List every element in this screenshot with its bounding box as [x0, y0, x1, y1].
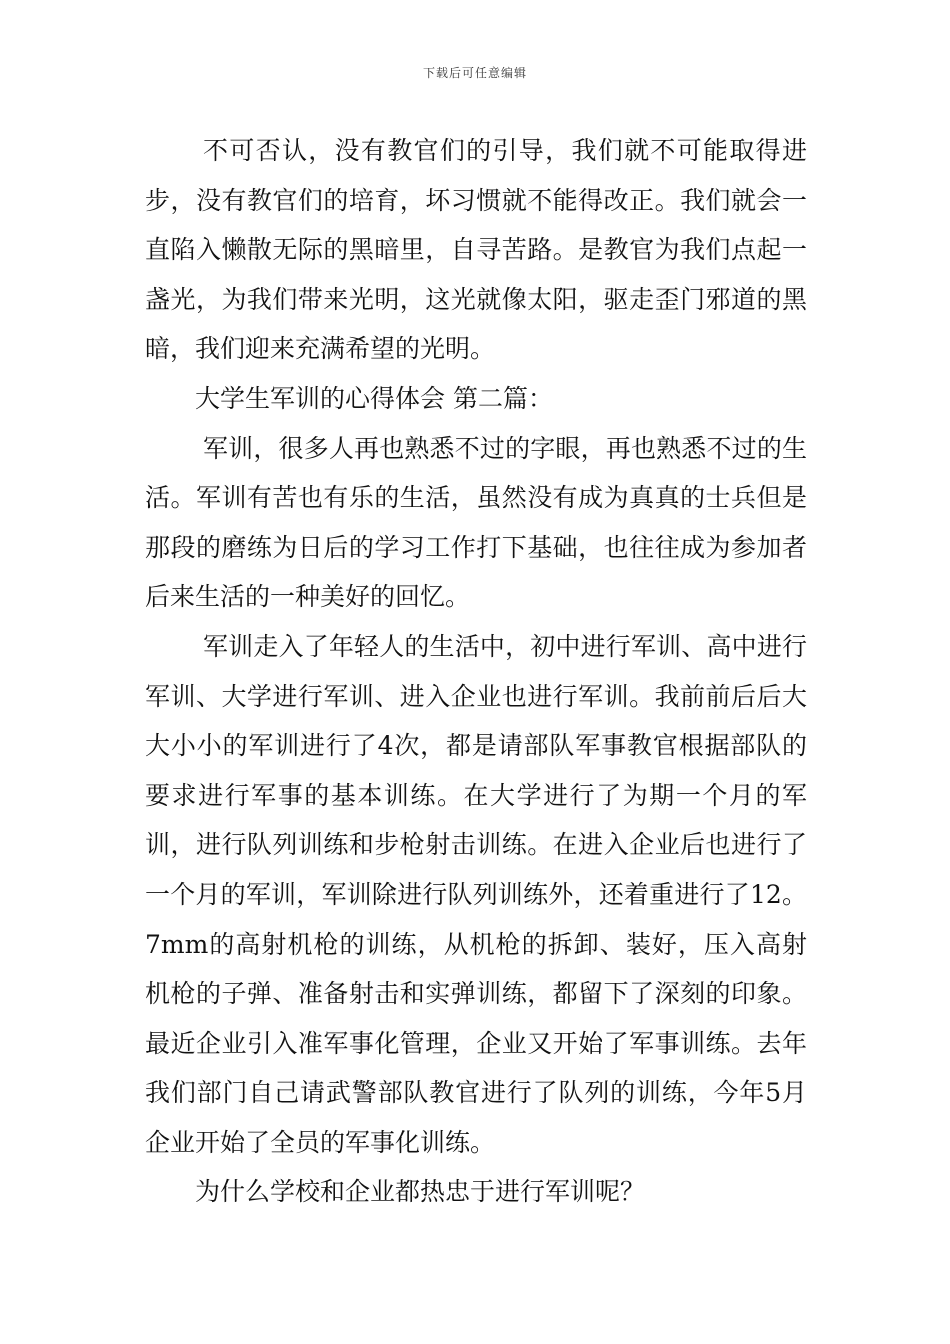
paragraph-3: 军训走入了年轻人的生活中，初中进行军训、高中进行军训、大学进行军训、进入企业也进行军训。我前前后后大大小小的军训进行了4次，都是请部队军事教官根据部队的要求进行军事的基本训练。在大学进行了为期一个月的军训，进行队列训练和步枪射击训练。在进入企业后也进行了一个月的军训，军训除进行队列训练外，还着重进行了12。7mm的高射机枪的训练，从机枪的拆卸、装好，压入高射机枪的子弹、准备射击和实弹训练，都留下了深刻的印象。最近企业引入准军事化管理，企业又开始了军事训练。去年我们部门自己请武警部队教官进行了队列的训练，今年5月企业开始了全员的军事化训练。 — [145, 631, 807, 1157]
document-body — [145, 126, 807, 1217]
paragraph-1: 不可否认，没有教官们的引导，我们就不可能取得进步，没有教官们的培育，坏习惯就不能得改正。我们就会一直陷入懒散无际的黑暗里，自寻苦路。是教官为我们点起一盏光，为我们带来光明，这光就像太阳，驱走歪门邪道的黑暗，我们迎来充满希望的光明。 — [145, 136, 807, 364]
paragraph-2: 军训，很多人再也熟悉不过的字眼，再也熟悉不过的生活。军训有苦也有乐的生活，虽然没有成为真真的士兵但是那段的磨练为日后的学习工作打下基础，也往往成为参加者后来生活的一种美好的回忆。 — [145, 433, 807, 612]
page-header: 下载后可任意编辑 — [422, 66, 527, 80]
section-heading: 大学生军训的心得体会 第二篇： — [195, 383, 553, 413]
paragraph-4: 为什么学校和企业都热忠于进行军训呢？ — [195, 1177, 646, 1207]
